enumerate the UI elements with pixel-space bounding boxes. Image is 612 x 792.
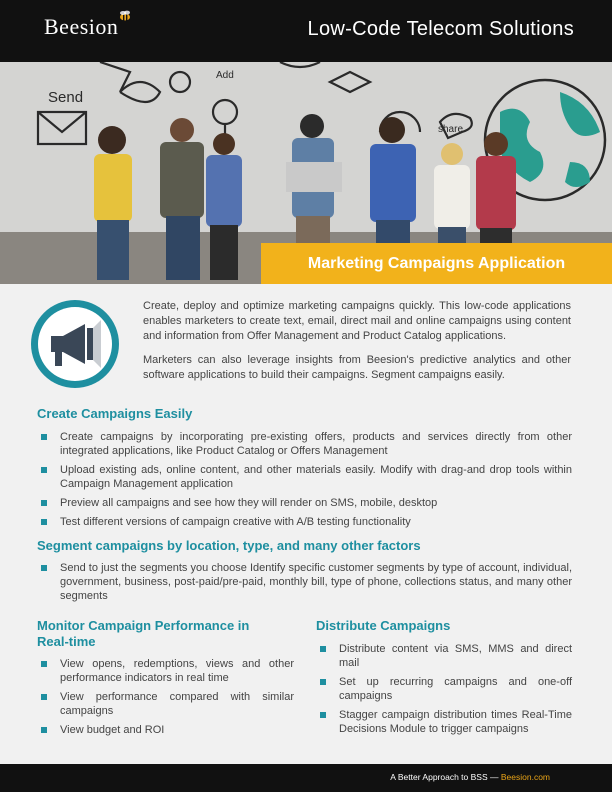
list-item xyxy=(37,723,294,737)
list-item xyxy=(37,430,572,458)
list-item xyxy=(316,642,572,670)
footer-text xyxy=(390,772,550,782)
list-item-text: Set up recurring campaigns and one-off campaigns xyxy=(339,676,572,702)
list-item-text: Test different versions of campaign creative with A/B testing functionality xyxy=(60,516,411,528)
intro-paragraph-1: Create, deploy and optimize marketing campaigns quickly. This low-code applications enables marketers to create text, email, direct mail and online campaigns using content and information from Offer Management and Product Catalog applications. xyxy=(143,300,571,342)
heading-segment-campaigns: Segment campaigns by location, type, and many other factors xyxy=(37,538,421,553)
list-item-text: Stagger campaign distribution times Real-Time Decisions Module to trigger campaigns xyxy=(339,709,572,735)
header-title: Low-Code Telecom Solutions xyxy=(307,18,574,40)
list-item xyxy=(37,463,572,491)
heading-monitor-performance xyxy=(37,618,277,650)
header-bar xyxy=(0,0,612,62)
list-item-text: View opens, redemptions, views and other performance indicators in real time xyxy=(60,658,294,684)
bullet-square-icon xyxy=(41,467,47,473)
list-item-text: Distribute content via SMS, MMS and direct mail xyxy=(339,643,572,669)
list-item xyxy=(37,657,294,685)
heading-line-2: Real-time xyxy=(37,634,96,649)
bullet-square-icon xyxy=(41,694,47,700)
brand-logo-text: Beesion xyxy=(44,14,119,39)
bullet-square-icon xyxy=(41,727,47,733)
bullet-square-icon xyxy=(320,679,326,685)
list-item xyxy=(37,561,572,603)
bullet-square-icon xyxy=(41,519,47,525)
bee-icon xyxy=(117,10,133,22)
bullet-square-icon xyxy=(320,646,326,652)
footer-tagline: A Better Approach to BSS — xyxy=(390,772,501,782)
banner-title: Marketing Campaigns Application xyxy=(307,255,566,272)
bullet-square-icon xyxy=(41,434,47,440)
hero-doodle-share: share xyxy=(438,124,464,135)
brand-logo xyxy=(44,14,118,40)
bullet-square-icon xyxy=(41,661,47,667)
list-distribute-campaigns xyxy=(316,642,572,741)
list-monitor-performance xyxy=(37,657,294,742)
hero-doodle-send: Send xyxy=(48,89,84,106)
bullet-square-icon xyxy=(320,712,326,718)
heading-line-1: Monitor Campaign Performance in xyxy=(37,618,250,633)
list-item xyxy=(316,675,572,703)
bullet-square-icon xyxy=(41,500,47,506)
intro-paragraph-2: Marketers can also leverage insights from Beesion's predictive analytics and other software applications to build their campaigns. Segment campaigns easily. xyxy=(143,354,571,381)
intro-text xyxy=(143,299,571,392)
megaphone-icon xyxy=(29,298,121,390)
list-item-text: Create campaigns by incorporating pre-existing offers, products and services directly from other integrated applications, like Product Catalog or Offers Management xyxy=(60,431,572,457)
heading-create-campaigns: Create Campaigns Easily xyxy=(37,406,193,421)
bullet-square-icon xyxy=(41,565,47,571)
list-item xyxy=(37,690,294,718)
hero-doodle-add: Add xyxy=(216,70,234,81)
footer-link[interactable]: Beesion.com xyxy=(500,772,550,782)
list-item xyxy=(316,708,572,736)
list-segment-campaigns xyxy=(37,561,572,608)
list-item-text: Send to just the segments you choose Identify specific customer segments by type of account, individual, government, business, post-paid/pre-paid, monthly bill, type of phone, collections status, and many other segments xyxy=(60,562,572,602)
list-item-text: Preview all campaigns and see how they will render on SMS, mobile, desktop xyxy=(60,497,438,509)
title-banner xyxy=(261,243,612,285)
list-item-text: Upload existing ads, online content, and other materials easily. Modify with drag-and drop tools within Campaign Management application xyxy=(60,464,572,490)
list-item xyxy=(37,496,572,510)
list-item-text: View performance compared with similar campaigns xyxy=(60,691,294,717)
heading-distribute-campaigns: Distribute Campaigns xyxy=(316,618,451,633)
list-item xyxy=(37,515,572,529)
list-create-campaigns xyxy=(37,430,572,534)
list-item-text: View budget and ROI xyxy=(60,724,165,736)
footer-bar xyxy=(0,764,612,792)
